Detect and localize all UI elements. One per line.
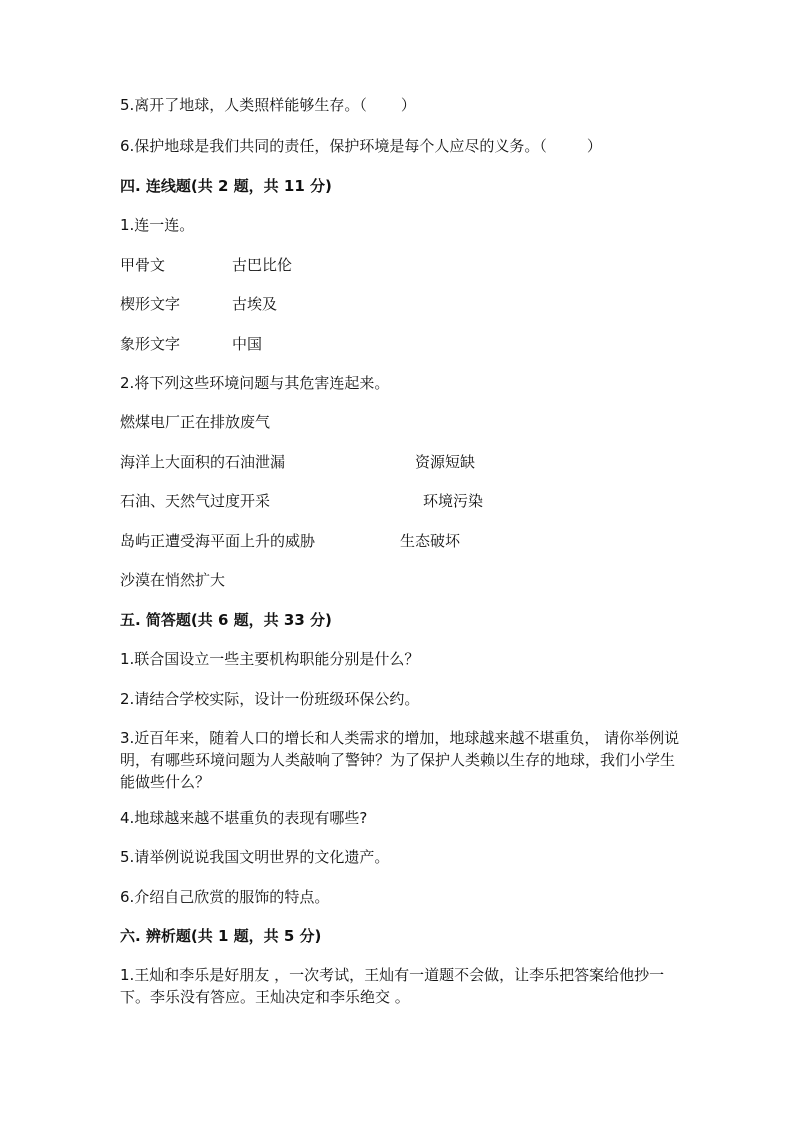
matching-2-left-2: 海洋上大面积的石油泄漏 [120,453,286,471]
section-6-title: 六. 辨析题(共 1 题，共 5 分) [120,927,322,945]
tf-question-5-text: 5.离开了地球，人类照样能够生存。（ [120,96,367,114]
matching-1-left-1: 甲骨文 [120,256,166,274]
short-answer-2: 2.请结合学校实际，设计一份班级环保公约。 [120,690,420,708]
matching-question-2: 2.将下列这些环境问题与其危害连起来。 [120,374,390,392]
matching-2-left-1: 燃煤电厂正在排放废气 [120,413,271,431]
short-answer-3: 3.近百年来，随着人口的增长和人类需求的增加，地球越来越不堪重负， 请你举例说明，有哪些环境问题为人类敲响了警钟？为了保护人类赖以生存的地球，我们小学生能做些什么？ [120,729,680,791]
tf-question-6-close: ） [586,137,602,155]
matching-1-left-3: 象形文字 [120,335,181,353]
analysis-question-1: 1.王灿和李乐是好朋友 ，一次考试，王灿有一道题不会做，让李乐把答案给他抄一下。李乐没有答应。王灿决定和李乐绝交 。 [120,966,665,1006]
section-5-title: 五. 简答题(共 6 题，共 33 分) [120,611,332,629]
short-answer-4: 4.地球越来越不堪重负的表现有哪些? [120,809,368,827]
matching-2-right-3: 生态破坏 [400,532,461,550]
matching-2-left-5: 沙漠在悄然扩大 [120,571,226,589]
matching-1-left-2: 楔形文字 [120,295,181,313]
matching-1-right-1: 古巴比伦 [232,256,293,274]
short-answer-5: 5.请举例说说我国文明世界的文化遗产。 [120,848,390,866]
tf-question-5 [120,95,416,115]
matching-2-right-1: 资源短缺 [415,453,476,471]
section-4-title: 四. 连线题(共 2 题，共 11 分) [120,177,332,195]
matching-1-right-2: 古埃及 [232,295,278,313]
matching-2-left-4: 岛屿正遭受海平面上升的威胁 [120,532,316,550]
short-answer-6: 6.介绍自己欣赏的服饰的特点。 [120,888,330,906]
matching-2-right-2: 环境污染 [423,492,484,510]
matching-question-1: 1.连一连。 [120,216,195,234]
tf-question-5-close: ） [400,96,416,114]
tf-question-6-text: 6.保护地球是我们共同的责任，保护环境是每个人应尽的义务。（ [120,137,547,155]
matching-1-right-3: 中国 [232,335,263,353]
matching-2-left-3: 石油、天然气过度开采 [120,492,271,510]
tf-question-6 [120,136,602,156]
short-answer-1: 1.联合国设立一些主要机构职能分别是什么？ [120,650,420,668]
